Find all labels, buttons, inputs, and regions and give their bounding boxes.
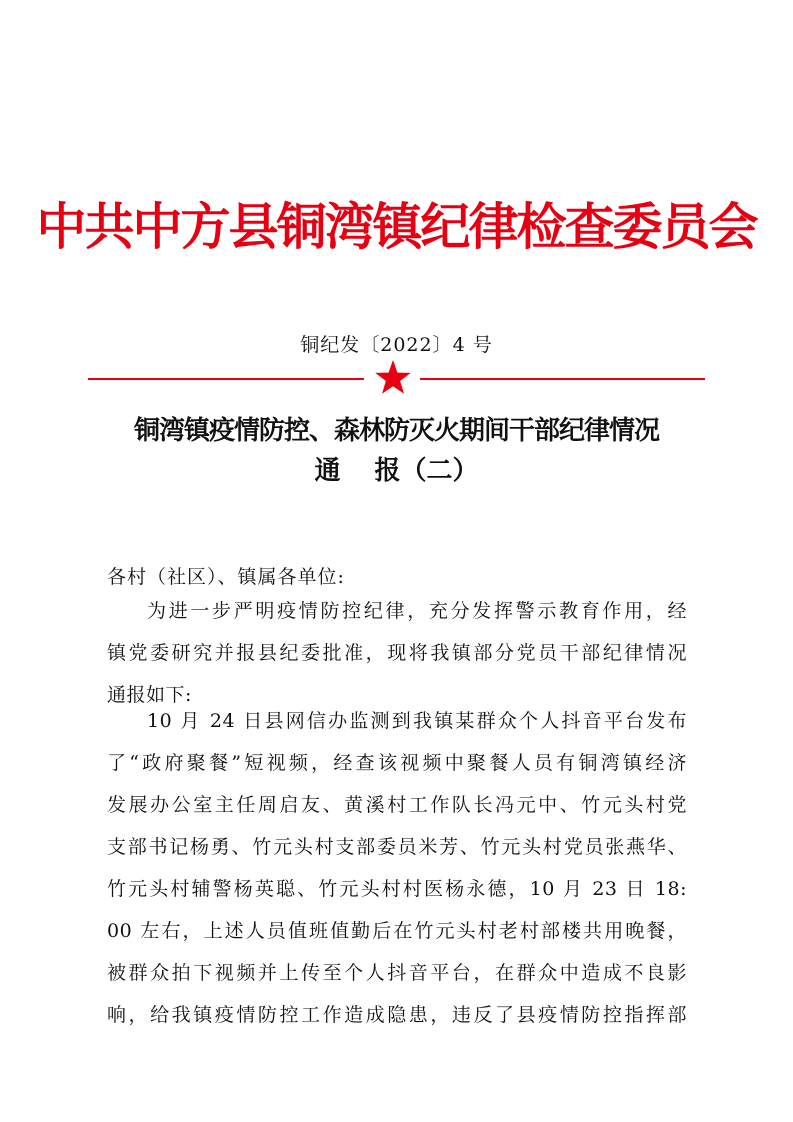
red-rule-left bbox=[88, 378, 364, 380]
paragraph-line: 通报如下: bbox=[107, 684, 192, 706]
paragraph-line: 被群众拍下视频并上传至个人抖音平台，在群众中造成不良影 bbox=[107, 962, 687, 984]
notice-title-line-1: 铜湾镇疫情防控、森林防灭火期间干部纪律情况 bbox=[133, 416, 659, 446]
paragraph-line: 竹元头村辅警杨英聪、竹元头村村医杨永德，10 月 23 日 18: bbox=[107, 878, 687, 900]
paragraph-line: 为进一步严明疫情防控纪律，充分发挥警示教育作用，经 bbox=[147, 600, 687, 622]
notice-title-line-2 bbox=[0, 452, 793, 490]
paragraph-line: 镇党委研究并报县纪委批准，现将我镇部分党员干部纪律情况 bbox=[107, 642, 687, 664]
paragraph-line: 00 左右，上述人员值班值勤后在竹元头村老村部楼共用晚餐， bbox=[107, 920, 687, 942]
red-star-icon bbox=[374, 359, 412, 397]
paragraph-line: 支部书记杨勇、竹元头村支部委员米芳、竹元头村党员张燕华、 bbox=[107, 836, 687, 858]
salutation: 各村（社区）、镇属各单位: bbox=[107, 566, 345, 588]
paragraph-intro bbox=[107, 596, 687, 722]
paragraph-line: 10 月 24 日县网信办监测到我镇某群众个人抖音平台发布 bbox=[147, 710, 687, 732]
paragraph-incident bbox=[107, 706, 687, 1042]
paragraph-line: 发展办公室主任周启友、黄溪村工作队长冯元中、竹元头村党 bbox=[107, 794, 687, 816]
notice-title-part-b: 报（二） bbox=[374, 456, 479, 486]
issuing-organization-title: 中共中方县铜湾镇纪律检查委员会 bbox=[36, 197, 757, 256]
red-rule-right bbox=[420, 378, 705, 380]
paragraph-line: 响，给我镇疫情防控工作造成隐患，违反了县疫情防控指挥部 bbox=[107, 1004, 687, 1026]
notice-title-part-a: 通 bbox=[314, 456, 341, 486]
document-number: 铜纪发〔2022〕4 号 bbox=[300, 334, 493, 356]
paragraph-line: 了“政府聚餐”短视频，经查该视频中聚餐人员有铜湾镇经济 bbox=[107, 752, 687, 774]
